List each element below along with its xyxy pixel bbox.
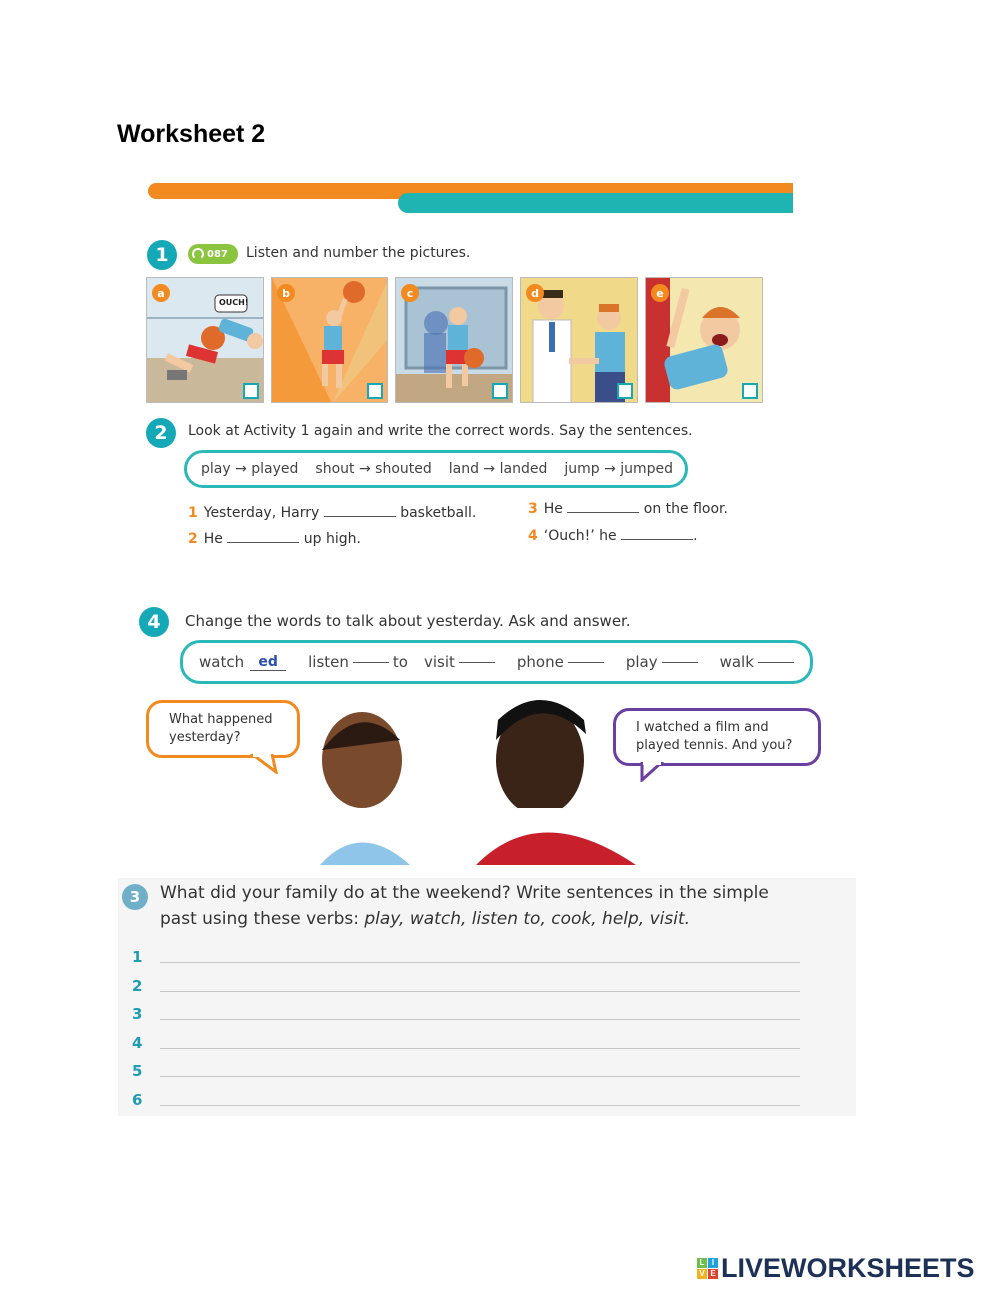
write-line-number: 2 [132, 977, 143, 995]
instruction-prefix: past using these verbs: [160, 909, 365, 929]
picture-letter: c [401, 284, 419, 302]
picture-e [645, 277, 763, 403]
writing-line-6[interactable] [160, 1105, 800, 1106]
answer-blank[interactable] [567, 512, 639, 513]
audio-track-pill[interactable] [188, 244, 238, 264]
headphones-icon [192, 248, 204, 260]
logo-tile: V [697, 1269, 707, 1279]
activity4-instruction: Change the words to talk about yesterday. Ask and answer. [185, 612, 631, 630]
writing-line-1[interactable] [160, 962, 800, 963]
verb-answer-field[interactable] [568, 662, 604, 663]
sentence-text: up high. [303, 531, 361, 547]
activity2-sentence-2 [188, 531, 361, 547]
writing-line-2[interactable] [160, 991, 800, 992]
verb-answer-field[interactable]: ed [250, 654, 286, 671]
logo-tile: L [697, 1258, 707, 1268]
activity4-number-badge: 4 [139, 607, 169, 637]
verb-word: visit [423, 653, 455, 671]
page-title: Worksheet 2 [117, 120, 266, 148]
instruction-verbs: play, watch, listen to, cook, help, visit. [364, 909, 691, 929]
bubble-tail-left [250, 754, 280, 774]
answer-blank[interactable] [324, 516, 396, 517]
word-pair: shout → shouted [315, 461, 432, 477]
picture-letter: e [651, 284, 669, 302]
bubble-line: played tennis. And you? [636, 738, 793, 753]
liveworksheets-logo[interactable] [697, 1253, 975, 1284]
audio-track-number: 087 [207, 248, 228, 260]
logo-text: LIVEWORKSHEETS [721, 1253, 975, 1283]
logo-mark-icon [697, 1258, 718, 1279]
write-line-number: 4 [132, 1034, 143, 1052]
activity1-number-badge: 1 [147, 240, 177, 270]
sentence-number: 4 [528, 528, 538, 544]
logo-tile: E [708, 1269, 718, 1279]
verb-word: walk [719, 653, 754, 671]
bubble-line: What happened [169, 712, 273, 727]
two-boys-photo [300, 690, 640, 865]
answer-box-b[interactable] [367, 383, 383, 399]
sentence-text: basketball. [400, 505, 477, 521]
sentence-text: on the floor. [643, 501, 728, 517]
answer-box-e[interactable] [742, 383, 758, 399]
verb-word: phone [516, 653, 564, 671]
word-pair: jump → jumped [564, 461, 674, 477]
write-line-number: 3 [132, 1005, 143, 1023]
write-line-number: 5 [132, 1062, 143, 1080]
word-pair: play → played [201, 461, 299, 477]
word-pair: land → landed [448, 461, 548, 477]
sentence-text: He [543, 501, 563, 517]
answer-blank[interactable] [621, 539, 693, 540]
writing-line-3[interactable] [160, 1019, 800, 1020]
write-line-number: 6 [132, 1091, 143, 1109]
activity2-sentence-3 [528, 501, 728, 517]
activity2-instruction: Look at Activity 1 again and write the correct words. Say the sentences. [188, 423, 693, 439]
bubble-line: I watched a film and [636, 720, 769, 735]
activity1-instruction: Listen and number the pictures. [246, 245, 471, 261]
activity2-number-badge: 2 [146, 418, 176, 448]
activity4-word-box [180, 640, 813, 684]
bubble-line: yesterday? [169, 730, 241, 745]
verb-word: play [625, 653, 658, 671]
sentence-number: 1 [188, 505, 198, 521]
answer-box-d[interactable] [617, 383, 633, 399]
sentence-text: Yesterday, Harry [203, 505, 320, 521]
answer-box-c[interactable] [492, 383, 508, 399]
sentence-number: 3 [528, 501, 538, 517]
picture-c [395, 277, 513, 403]
activity2-sentence-1 [188, 505, 476, 521]
answer-blank[interactable] [227, 542, 299, 543]
verb-word: listen [308, 653, 349, 671]
verb-word: to [392, 653, 408, 671]
activity3-instruction-line2 [160, 906, 690, 932]
speech-bubble-answer [613, 708, 821, 766]
write-line-number: 1 [132, 948, 143, 966]
writing-line-5[interactable] [160, 1076, 800, 1077]
writing-line-4[interactable] [160, 1048, 800, 1049]
speech-bubble-question [146, 700, 300, 758]
activity2-word-box [184, 450, 688, 488]
picture-a [146, 277, 264, 403]
picture-d [520, 277, 638, 403]
answer-box-a[interactable] [243, 383, 259, 399]
picture-b [271, 277, 388, 403]
activity3-number-badge: 3 [122, 884, 148, 910]
sentence-text: He [203, 531, 223, 547]
verb-answer-field[interactable] [459, 662, 495, 663]
logo-tile: I [708, 1258, 718, 1268]
picture-letter: b [277, 284, 295, 302]
picture-letter: a [152, 284, 170, 302]
verb-answer-field[interactable] [662, 662, 698, 663]
ouch-caption: OUCH! [219, 298, 249, 307]
sentence-text: ‘Ouch!’ he [543, 528, 617, 544]
activity3-instruction-line1: What did your family do at the weekend? Write sentences in the simple [160, 883, 769, 903]
sentence-number: 2 [188, 531, 198, 547]
activity2-sentence-4 [528, 528, 698, 544]
verb-word: watch [199, 653, 245, 671]
verb-answer-field[interactable] [353, 662, 389, 663]
verb-answer-field[interactable] [758, 662, 794, 663]
sentence-text: . [693, 528, 698, 544]
header-bar-teal [398, 193, 793, 213]
bubble-tail-right [638, 762, 668, 782]
picture-letter: d [526, 284, 544, 302]
